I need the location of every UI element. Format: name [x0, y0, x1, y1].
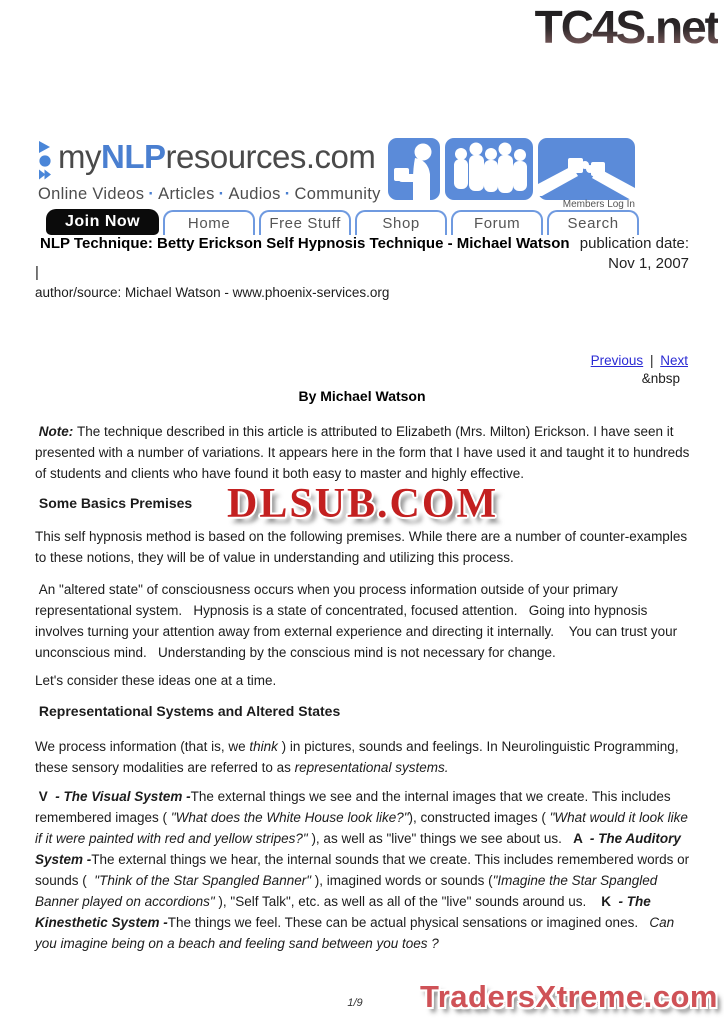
- play-dot-chevron-icon: [38, 140, 55, 182]
- header-tiles: [388, 138, 635, 200]
- nav-tabs: [46, 209, 639, 235]
- puzzle-hands-tile-image: [538, 138, 635, 200]
- article-title-block: [35, 234, 689, 274]
- text-run: Let's consider these ideas one at a time.: [35, 673, 277, 688]
- text-run: K: [601, 894, 615, 909]
- text-run: The external things we see and the internal images that we create. This includes remembered images (: [35, 789, 675, 825]
- tab-free-stuff[interactable]: Free Stuff: [259, 210, 351, 235]
- pagination-separator: |: [649, 353, 654, 368]
- text-run: ), "Self Talk", etc. as well as all of the "live" sounds around us.: [214, 894, 602, 909]
- text-run: - The Visual System -: [51, 789, 191, 804]
- pipe-character: |: [35, 264, 39, 281]
- text-run: representational systems.: [294, 760, 449, 775]
- text-run: Note:: [35, 424, 78, 439]
- pagination-links: [591, 353, 688, 368]
- text-run: think: [249, 739, 278, 754]
- note-paragraph: [35, 421, 697, 484]
- text-run: We process information (that is, we: [35, 739, 250, 754]
- tagline-item: Audios: [228, 185, 281, 203]
- camera-person-tile-image: [388, 138, 440, 200]
- rep-systems-heading: [35, 701, 697, 722]
- site-logo[interactable]: [38, 139, 381, 204]
- byline: By Michael Watson: [298, 388, 426, 404]
- members-login-link[interactable]: Members Log In: [562, 199, 635, 210]
- text-run: "What would it look like if it were painted with red and yellow stripes?": [35, 810, 692, 846]
- consider-paragraph: [35, 670, 697, 691]
- text-run: The things we feel. These can be actual physical sensations or imagined ones.: [167, 915, 650, 930]
- tagline-item: Articles: [158, 185, 215, 203]
- vak-paragraph: [35, 786, 697, 954]
- tagline-separator-dot: ·: [218, 185, 225, 203]
- tagline-item: Community: [294, 185, 381, 203]
- article-title: NLP Technique: Betty Erickson Self Hypnosis Technique - Michael Watson: [40, 235, 570, 252]
- tc4s-watermark: TC4S.net: [534, 1, 718, 53]
- text-run: ), imagined words or sounds (: [311, 873, 493, 888]
- tagline-item: Online Videos: [38, 185, 145, 203]
- text-run: "What does the White House look like?": [170, 810, 409, 825]
- tagline-separator-dot: ·: [284, 185, 291, 203]
- text-run: A: [573, 831, 587, 846]
- altered-state-paragraph: [35, 579, 697, 663]
- text-run: V: [35, 789, 52, 804]
- next-link[interactable]: Next: [660, 353, 688, 368]
- text-run: Representational Systems and Altered States: [35, 703, 341, 719]
- text-run: Can you imagine being on a beach and feeling sand between you toes ?: [35, 915, 678, 951]
- author-source: author/source: Michael Watson - www.phoenix-services.org: [35, 285, 390, 300]
- premises-paragraph: [35, 526, 697, 568]
- page-number: 1/9: [347, 997, 363, 1009]
- text-run: The external things we hear, the internal sounds that we create. This includes remembered words or sounds (: [35, 852, 693, 888]
- logo-tagline: [38, 185, 381, 204]
- brand-accent: NLP: [101, 138, 166, 175]
- tab-home[interactable]: Home: [163, 210, 255, 235]
- text-run: "Think of the Star Spangled Banner": [94, 873, 311, 888]
- join-now-tab[interactable]: Join Now: [46, 209, 159, 235]
- previous-link[interactable]: Previous: [590, 353, 644, 368]
- text-run: The technique described in this article is attributed to Elizabeth (Mrs. Milton) Erickson. I have seen it presented with a number of variations. It appears here in the form that I have used it and taught it to hundreds of students and clients who have found it both easy to master and highly effective.: [35, 424, 694, 481]
- tab-search[interactable]: Search: [547, 210, 639, 235]
- brand-text: [58, 139, 375, 175]
- tab-shop[interactable]: Shop: [355, 210, 447, 235]
- brand-prefix: my: [58, 138, 101, 175]
- publication-date: publication date: Nov 1, 2007: [579, 235, 689, 272]
- people-group-tile-image: [445, 138, 533, 200]
- text-run: This self hypnosis method is based on the following premises. While there are a number of counter-examples to these notions, they will be of value in understanding and utilizing this process.: [35, 529, 691, 565]
- text-run: Some Basics Premises: [35, 495, 193, 511]
- dlsub-watermark: DLSUB.COM: [227, 481, 499, 527]
- tagline-separator-dot: ·: [148, 185, 155, 203]
- text-run: - The Auditory System -: [35, 831, 685, 867]
- text-run: ), as well as "live" things we see about us.: [307, 831, 574, 846]
- nbsp-text: &nbsp: [641, 371, 680, 386]
- text-run: "Imagine the Star Spangled Banner played on accordions": [35, 873, 661, 909]
- logo-row: [38, 139, 381, 182]
- brand-suffix: resources.com: [165, 138, 376, 175]
- text-run: An "altered state" of consciousness occurs when you process information outside of your primary representational system. Hypnosis is a state of concentrated, focused attention. Going into hypnosis involves turning your attention away from external experience and directing it internally. You can trust your unconscious mind. Understanding by the conscious mind is not necessary for change.: [35, 582, 681, 660]
- text-run: ), constructed images (: [408, 810, 550, 825]
- text-run: ) in pictures, sounds and feelings. In Neurolinguistic Programming, these sensory modalities are referred to as: [35, 739, 683, 775]
- tradersxtreme-watermark: TradersXtreme.com: [420, 979, 718, 1014]
- tab-forum[interactable]: Forum: [451, 210, 543, 235]
- rep-systems-paragraph: [35, 736, 697, 778]
- text-run: - The Kinesthetic System -: [35, 894, 655, 930]
